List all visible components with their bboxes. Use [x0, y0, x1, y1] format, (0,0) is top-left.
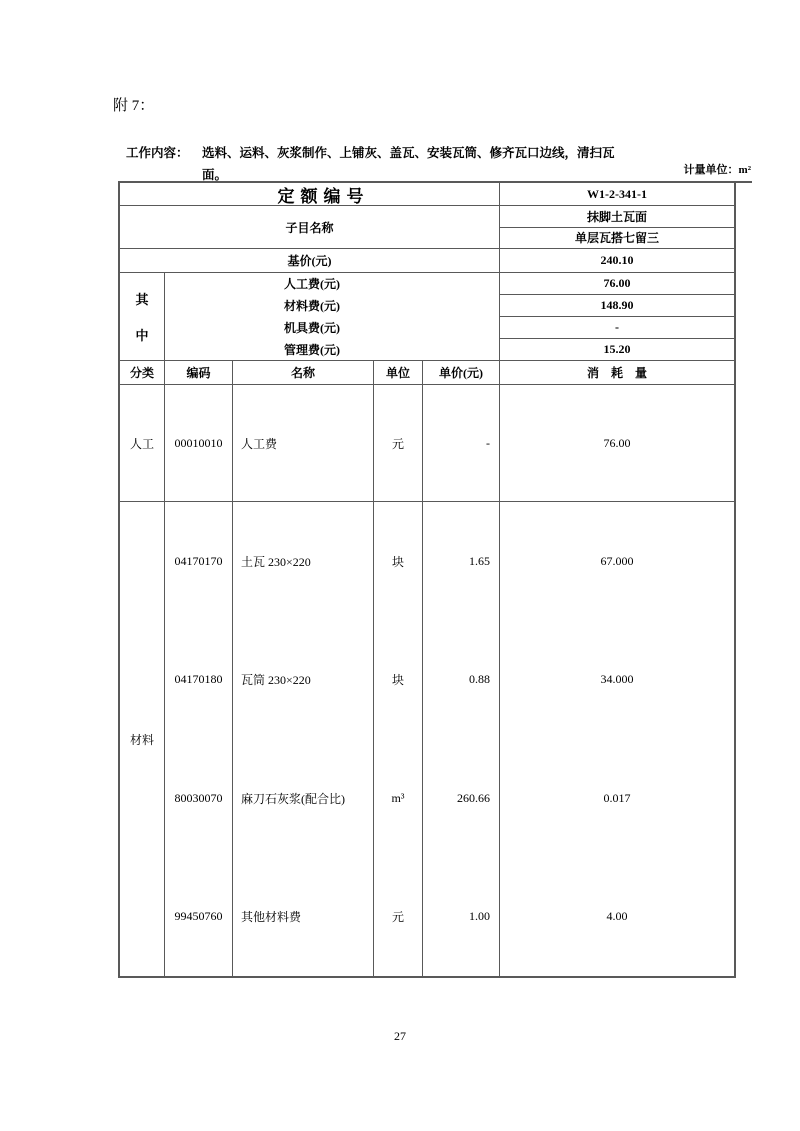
- header-consumption: 消 耗 量: [586, 366, 647, 380]
- qizhong-top: 其: [135, 292, 149, 308]
- measure-unit-value: m²: [738, 164, 751, 176]
- fee-label-management: 管理费(元): [284, 342, 340, 357]
- labor-row-code: 00010010: [165, 385, 233, 501]
- material-row-unit: 元: [391, 910, 404, 925]
- header-code: 编码: [165, 361, 233, 384]
- material-names-column: [233, 502, 374, 976]
- material-row-consumption: 0.017: [603, 790, 631, 805]
- work-content-block: [126, 142, 622, 186]
- material-row-consumption: 4.00: [606, 909, 628, 924]
- material-consumption-column: [500, 502, 734, 976]
- header-category: 分类: [120, 361, 165, 384]
- detail-header-row: [120, 360, 734, 384]
- material-category: 材料: [120, 502, 165, 976]
- material-row-unit: m³: [391, 790, 405, 805]
- item-name-row: [120, 205, 734, 248]
- material-section-row: [120, 501, 734, 976]
- base-price-value: 240.10: [600, 253, 634, 267]
- material-row-unit: 块: [391, 673, 404, 688]
- fee-label-labor: 人工费(元): [284, 277, 340, 292]
- fee-breakdown-row: [120, 272, 734, 360]
- labor-row-unit: 元: [374, 385, 423, 501]
- measure-unit-label: 计量单位：: [683, 164, 739, 176]
- fee-values: [500, 273, 734, 360]
- material-row-name: 瓦筒 230×220: [241, 673, 311, 688]
- work-content-line1: 选料、运料、灰浆制作、上铺灰、盖瓦、安装瓦筒、修齐瓦口边线，清扫瓦: [202, 146, 615, 160]
- fee-label-machine: 机具费(元): [284, 320, 340, 335]
- item-name-values: [500, 206, 734, 248]
- labor-row-name: 人工费: [233, 385, 374, 501]
- item-name-value-1: 抹脚土瓦面: [586, 209, 647, 224]
- header-unit: 单位: [374, 361, 423, 384]
- material-row-price: 1.65: [469, 553, 490, 568]
- work-content-label: 工作内容：: [126, 146, 189, 160]
- material-units-column: [374, 502, 423, 976]
- fee-value-material: 148.90: [500, 294, 734, 316]
- material-row-name: 其他材料费: [241, 910, 302, 925]
- fee-labels: [165, 273, 500, 360]
- fee-label-material: 材料费(元): [284, 299, 340, 314]
- base-price-label: 基价(元): [120, 249, 500, 272]
- labor-category: 人工: [120, 385, 165, 501]
- material-row-unit: 块: [391, 554, 404, 569]
- material-row-price: 1.00: [469, 909, 490, 924]
- material-codes-column: [165, 502, 233, 976]
- material-row-code: 04170180: [174, 672, 223, 687]
- qizhong-bottom: 中: [135, 327, 149, 343]
- material-row-code: 80030070: [174, 790, 223, 805]
- quota-code-label: 定额编号: [120, 183, 500, 205]
- measure-unit: [684, 161, 751, 177]
- fee-value-labor: 76.00: [603, 276, 631, 290]
- labor-row-price: -: [423, 385, 500, 501]
- header-price: 单价(元): [423, 361, 500, 384]
- header-name: 名称: [233, 361, 374, 384]
- fee-value-management: 15.20: [500, 338, 734, 360]
- material-row-consumption: 34.000: [600, 672, 634, 687]
- page-number: 27: [394, 1029, 406, 1043]
- labor-row-consumption: 76.00: [603, 435, 631, 450]
- quota-code-value: W1-2-341-1: [587, 186, 647, 201]
- material-row-consumption: 67.000: [600, 553, 634, 568]
- work-content-line2: 面。: [202, 168, 228, 182]
- item-name-label: 子目名称: [120, 206, 500, 248]
- attachment-label: 附 7：: [113, 98, 155, 114]
- material-row-name: 麻刀石灰浆(配合比): [241, 791, 345, 806]
- table-top-border-extension: [736, 181, 752, 183]
- material-prices-column: [423, 502, 500, 976]
- fee-value-machine: -: [500, 316, 734, 338]
- base-price-row: [120, 248, 734, 272]
- quota-table: [118, 181, 736, 978]
- material-row-code: 99450760: [174, 909, 223, 924]
- item-name-value-2: 单层瓦搭七留三: [500, 227, 734, 249]
- quota-code-row: [120, 183, 734, 205]
- labor-section-row: [120, 384, 734, 501]
- work-content-text: [202, 142, 622, 186]
- material-row-price: 0.88: [469, 672, 490, 687]
- material-row-name: 土瓦 230×220: [241, 554, 311, 569]
- qizhong-cell: [120, 273, 165, 360]
- material-row-price: 260.66: [457, 790, 490, 805]
- material-row-code: 04170170: [174, 553, 223, 568]
